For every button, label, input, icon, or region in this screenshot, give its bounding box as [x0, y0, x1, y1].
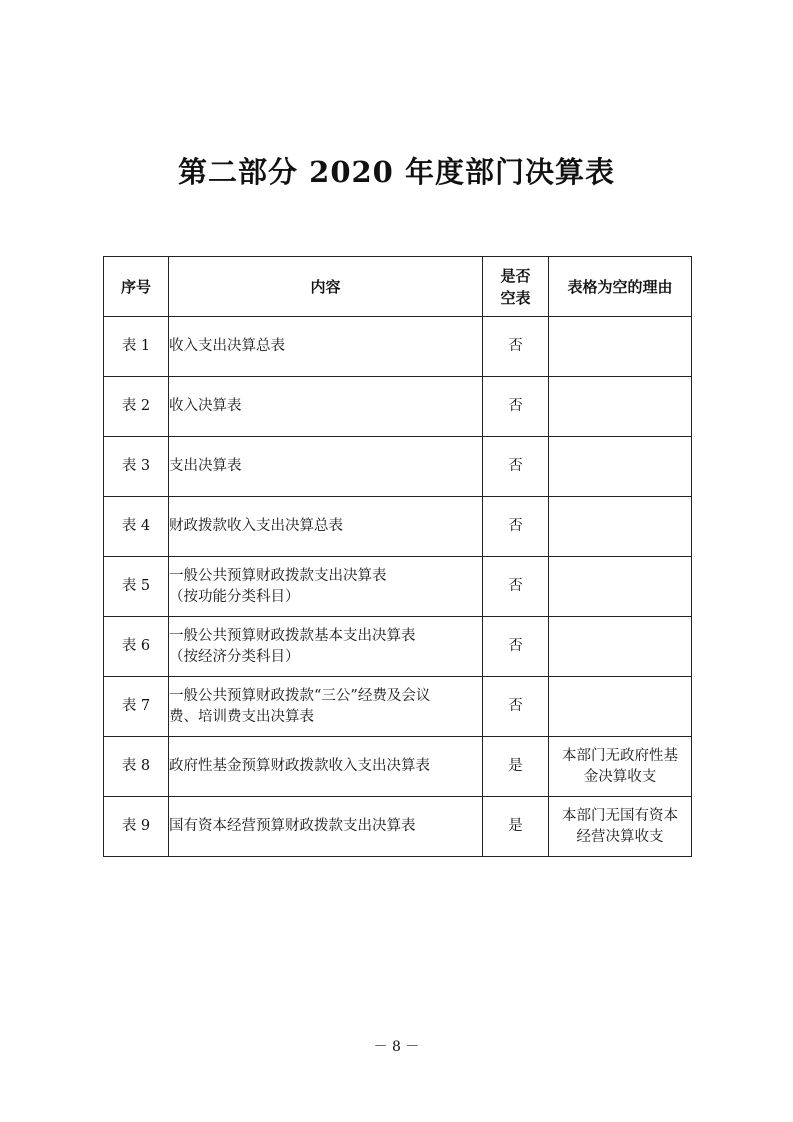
row-content-line: 费、培训费支出决算表 [169, 708, 314, 725]
table-row [104, 617, 692, 677]
row-content-line: 收入支出决算总表 [169, 338, 285, 354]
table-row [104, 377, 692, 437]
row-reason [549, 377, 692, 437]
table-row [104, 737, 692, 797]
row-content [169, 677, 483, 737]
row-number: 表 9 [104, 797, 169, 857]
row-is-empty: 否 [483, 437, 549, 497]
report-list-table [103, 256, 692, 857]
row-is-empty: 否 [483, 677, 549, 737]
row-content-line: 一般公共预算财政拨款“三公”经费及会议 [169, 687, 431, 704]
header-is-empty-line2: 空表 [500, 288, 531, 307]
row-number: 表 1 [104, 317, 169, 377]
row-content-line: 一般公共预算财政拨款基本支出决算表 [169, 627, 416, 644]
table-header-row [104, 257, 692, 317]
row-content [169, 437, 483, 497]
row-is-empty: 否 [483, 557, 549, 617]
page-number: － 8 － [373, 1039, 420, 1055]
row-content-line: 一般公共预算财政拨款支出决算表 [169, 567, 387, 584]
row-content-line: 政府性基金预算财政拨款收入支出决算表 [169, 758, 430, 774]
row-number: 表 5 [104, 557, 169, 617]
row-content [169, 617, 483, 677]
row-reason [549, 497, 692, 557]
row-reason [549, 797, 692, 857]
row-is-empty: 否 [483, 497, 549, 557]
row-content [169, 497, 483, 557]
header-is-empty [483, 257, 549, 317]
table-row [104, 437, 692, 497]
row-is-empty: 否 [483, 377, 549, 437]
row-content-line: 财政拨款收入支出决算总表 [169, 518, 343, 534]
row-content [169, 737, 483, 797]
table-row [104, 317, 692, 377]
row-content-line: 国有资本经营预算财政拨款支出决算表 [169, 818, 416, 834]
table-row [104, 797, 692, 857]
row-reason [549, 437, 692, 497]
row-reason [549, 677, 692, 737]
row-reason-line: 本部门无政府性基 [562, 747, 678, 764]
row-reason-line: 本部门无国有资本 [562, 807, 678, 824]
row-reason [549, 737, 692, 797]
row-is-empty: 否 [483, 617, 549, 677]
row-content-line: （按功能分类科目） [169, 588, 300, 605]
row-reason [549, 317, 692, 377]
table-row [104, 497, 692, 557]
page-title: 第二部分 2020 年度部门决算表 [178, 155, 615, 189]
row-number: 表 4 [104, 497, 169, 557]
row-content [169, 557, 483, 617]
row-number: 表 2 [104, 377, 169, 437]
header-is-empty-line1: 是否 [500, 266, 531, 285]
row-content [169, 797, 483, 857]
header-content: 内容 [169, 257, 483, 317]
row-reason-line: 经营决算收支 [576, 828, 664, 845]
row-content [169, 317, 483, 377]
row-number: 表 7 [104, 677, 169, 737]
table-row [104, 557, 692, 617]
row-number: 表 8 [104, 737, 169, 797]
row-content-line: （按经济分类科目） [169, 648, 300, 665]
row-reason-line: 金决算收支 [583, 768, 657, 785]
row-content [169, 377, 483, 437]
row-number: 表 3 [104, 437, 169, 497]
row-is-empty: 否 [483, 317, 549, 377]
row-content-line: 收入决算表 [169, 398, 242, 414]
row-reason [549, 557, 692, 617]
header-reason: 表格为空的理由 [549, 257, 692, 317]
row-reason [549, 617, 692, 677]
header-no: 序号 [104, 257, 169, 317]
row-content-line: 支出决算表 [169, 458, 242, 474]
row-number: 表 6 [104, 617, 169, 677]
table-row [104, 677, 692, 737]
row-is-empty: 是 [483, 737, 549, 797]
row-is-empty: 是 [483, 797, 549, 857]
